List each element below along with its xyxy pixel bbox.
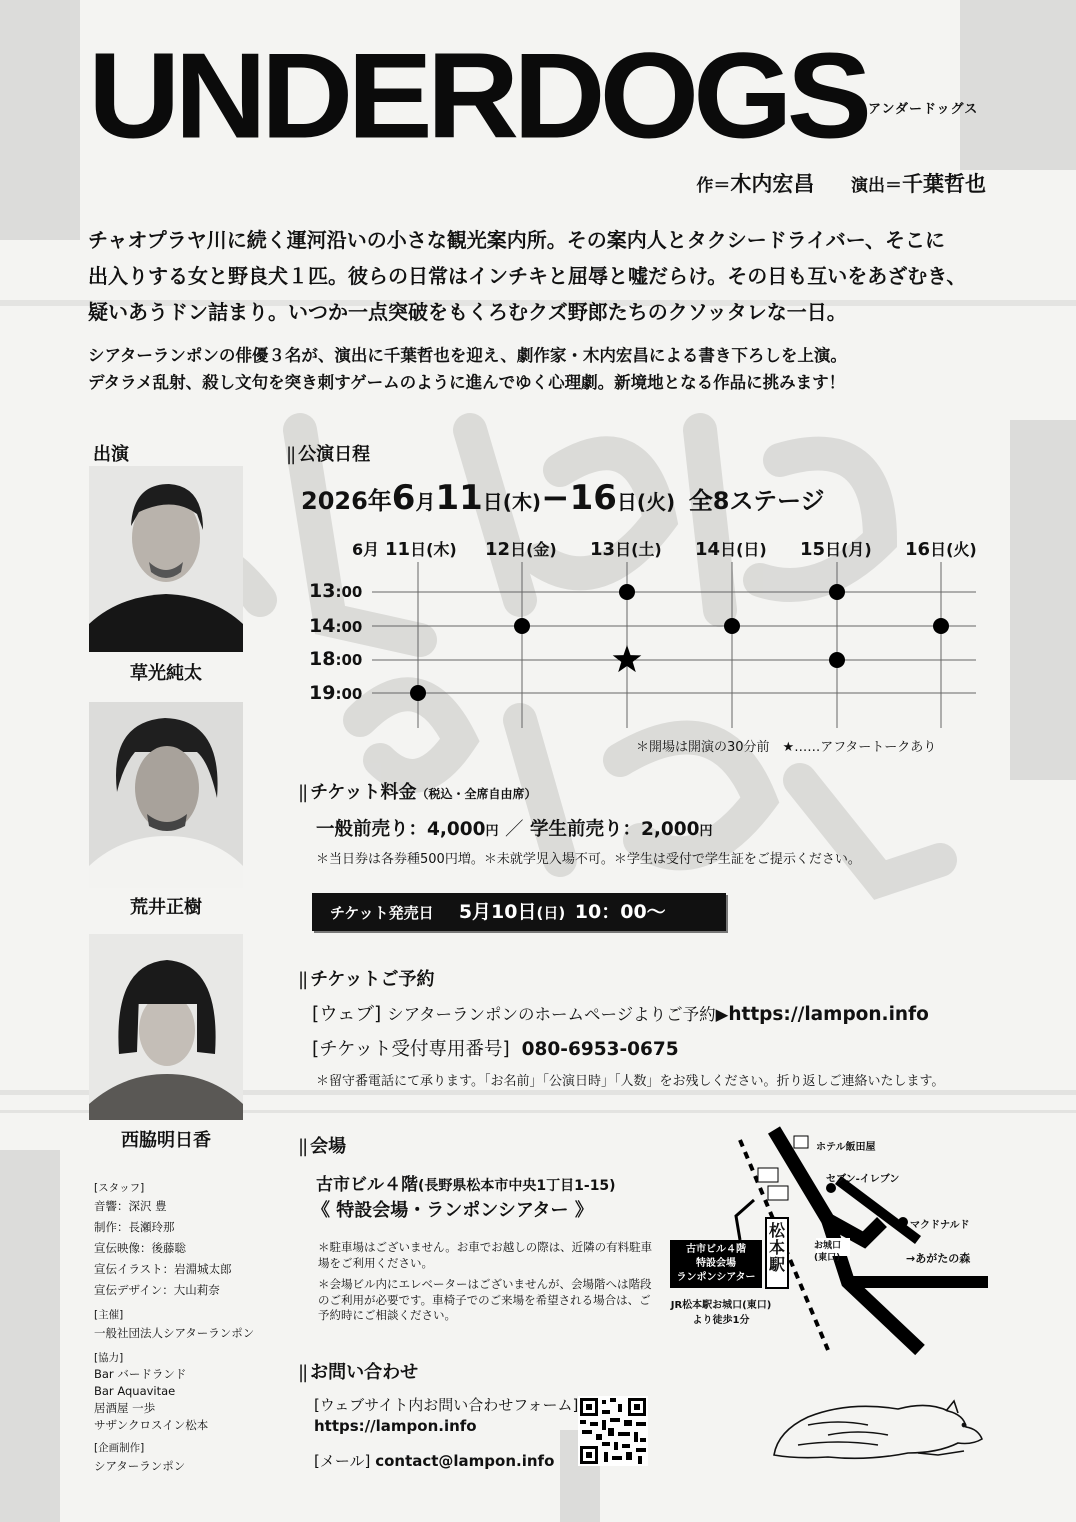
cast-label: 出演	[93, 444, 129, 465]
time-minute: :00	[335, 583, 363, 601]
yen-unit-2: 円	[699, 824, 713, 839]
schedule-grid	[0, 0, 1076, 760]
staff-item: 宣伝デザイン：大山莉奈	[94, 1283, 220, 1297]
day-num: 16	[905, 539, 931, 560]
cast-name-2: 荒井正樹	[130, 897, 202, 918]
reservation-label-text: チケットご予約	[310, 969, 435, 990]
staff-credits	[94, 1180, 254, 1477]
venue-address: (長野県松本市中央1丁目1-15)	[418, 1178, 616, 1194]
mail-tag: [メール]	[314, 1452, 371, 1470]
ticket-prices	[316, 815, 713, 841]
map-access-line: JR松本駅お城口(東口)	[670, 1300, 772, 1311]
time-hour: 19	[309, 682, 336, 704]
day-unit: 日	[720, 540, 737, 559]
cast-photo-3	[89, 934, 243, 1120]
web-text: シアターランポンのホームページよりご予約▶	[387, 1005, 729, 1024]
day-unit: 日	[510, 540, 527, 559]
plan-item: シアターランポン	[94, 1459, 186, 1473]
schedule-month: 6月	[352, 540, 380, 559]
intro-line: デタラメ乱射、殺し文句を突き刺すゲームのように進んでゆく心理劇。新境地となる作品に挑みます！	[88, 373, 846, 392]
coop-item: サザンクロスイン松本	[94, 1418, 209, 1432]
author-name: 木内宏昌	[730, 172, 815, 196]
day-unit: 日	[930, 540, 947, 559]
day-weekday: (日)	[736, 540, 767, 559]
coop-item: 居酒屋 一歩	[94, 1401, 156, 1415]
map-access-line: より徒歩1分	[692, 1315, 750, 1326]
map-exit-east: (東口)	[814, 1253, 841, 1263]
synopsis-line: 出入りする女と野良犬１匹。彼らの日常はインチキと屈辱と嘘だらけ。その日も互いをあざむき、	[88, 264, 967, 288]
inquiry-form-tag: [ウェブサイト内お問い合わせフォーム]	[314, 1396, 579, 1414]
tel-tag: [チケット受付専用番号]	[312, 1039, 510, 1060]
ticket-price-sublabel: （税込・全席自由席）	[416, 787, 537, 801]
cast-name-1: 草光純太	[130, 663, 202, 684]
synopsis-line: チャオプラヤ川に続く運河沿いの小さな観光案内所。その案内人とタクシードライバー、そこに	[88, 228, 945, 252]
period-d-unit: 日	[482, 490, 503, 514]
day-weekday: (木)	[426, 540, 457, 559]
tel-number-link[interactable]: 080-6953-0675	[521, 1039, 679, 1060]
day-num: 15	[800, 539, 826, 560]
price-separator: ／	[505, 819, 524, 840]
period-d2: 16	[569, 478, 617, 518]
ticket-note: ＊当日券は各券種500円増。＊未就学児入場不可。＊学生は受付で学生証をご提示ください。	[316, 852, 861, 867]
student-label: 学生前売り：	[529, 819, 641, 840]
day-num: 12	[485, 539, 511, 560]
director-label: 演出＝	[851, 176, 902, 196]
day-num: 11	[385, 539, 411, 560]
portrait-3	[89, 934, 243, 1120]
cast-name-3: 西脇明日香	[121, 1130, 211, 1151]
student-price: 2,000	[641, 819, 700, 840]
period-year: 2026年	[301, 487, 392, 515]
host-heading: [主催]	[94, 1309, 124, 1321]
performance-dot	[619, 584, 635, 600]
coop-item: Bar バードランド	[94, 1367, 187, 1381]
general-price: 4,000	[427, 819, 486, 840]
day-unit: 日	[410, 540, 427, 559]
host-item: 一般社団法人シアターランポン	[94, 1326, 255, 1340]
mail-link[interactable]: contact@lampon.info	[375, 1452, 555, 1470]
performance-dot	[514, 618, 530, 634]
director-name: 千葉哲也	[902, 172, 986, 196]
web-url-link[interactable]: https://lampon.info	[728, 1004, 929, 1025]
map-hotel: ホテル飯田屋	[816, 1142, 876, 1153]
performance-dot	[829, 652, 845, 668]
time-hour: 13	[309, 580, 336, 602]
staff-item: 宣伝映像：後藤聡	[94, 1241, 186, 1255]
map-venue-line: ランポンシアター	[676, 1272, 756, 1283]
reservation-label	[298, 965, 435, 991]
performance-dot	[410, 685, 426, 701]
inquiry-form-link[interactable]: https://lampon.info	[314, 1417, 477, 1435]
map-venue-line: 古市ビル４階	[686, 1244, 746, 1255]
map-venue-box	[670, 1240, 762, 1288]
show-title-kana: アンダードッグス	[868, 102, 979, 117]
coop-heading: [協力]	[94, 1352, 124, 1364]
venue-note-1: ＊駐車場はございません。お車でお越しの際は、近隣の有料駐車場をご利用ください。	[318, 1240, 653, 1270]
venue-building: 古市ビル４階	[316, 1175, 418, 1195]
plan-heading: [企画制作]	[94, 1442, 145, 1454]
period-w1: (木)	[502, 490, 542, 514]
ticket-sale-banner	[312, 893, 726, 931]
time-minute: :00	[335, 685, 363, 703]
schedule-note: ＊開場は開演の30分前 ★……アフタートークあり	[636, 740, 937, 755]
period-m1: 6	[391, 478, 416, 518]
reservation-note: ＊留守番電話にて承ります。「お名前」「公演日時」「人数」をお残しください。折り返しご連絡いたします。	[316, 1074, 945, 1089]
author-label: 作＝	[696, 176, 731, 196]
map-station: 松本駅	[768, 1221, 785, 1274]
sale-weekday: (日)	[536, 904, 566, 922]
map-exit: お城口	[814, 1241, 842, 1251]
time-hour: 18	[309, 648, 336, 670]
period-dash: −	[541, 478, 570, 518]
venue-address-line	[316, 1170, 616, 1195]
time-minute: :00	[335, 651, 363, 669]
day-num: 14	[695, 539, 721, 560]
venue-label	[298, 1132, 346, 1158]
staff-heading: [スタッフ]	[94, 1182, 145, 1194]
performance-dot	[933, 618, 949, 634]
map-mcdonalds: マクドナルド	[910, 1220, 970, 1231]
period-w2: (火)	[636, 490, 676, 514]
day-weekday: (金)	[526, 540, 557, 559]
staff-item: 制作：長瀬玲那	[94, 1220, 175, 1234]
staff-item: 音響：深沢 豊	[94, 1199, 167, 1213]
inquiry-mail-line	[314, 1450, 554, 1471]
period-m-unit: 月	[415, 490, 436, 514]
section-bar-icon: ||	[286, 444, 295, 465]
performance-dot	[724, 618, 740, 634]
venue-hall: 《 特設会場・ランポンシアター 》	[312, 1200, 593, 1221]
map-agata: →あがたの森	[906, 1252, 971, 1265]
section-bar-icon: ||	[298, 782, 307, 803]
sale-date: 5月10日	[458, 901, 537, 923]
day-weekday: (月)	[841, 540, 872, 559]
performance-dot	[829, 584, 845, 600]
time-minute: :00	[335, 618, 363, 636]
map-exit-label	[814, 1240, 841, 1264]
inquiry-label	[298, 1358, 418, 1384]
reservation-web	[312, 1000, 929, 1026]
intro-line: シアターランポンの俳優３名が、演出に千葉哲也を迎え、劇作家・木内宏昌による書き下ろしを上演。	[88, 346, 847, 365]
venue-notes	[318, 1240, 658, 1324]
day-weekday: (土)	[631, 540, 662, 559]
day-num: 13	[590, 539, 616, 560]
day-unit: 日	[615, 540, 632, 559]
general-label: 一般前売り：	[316, 819, 428, 840]
ticket-price-label	[298, 778, 537, 804]
dog-illustration	[768, 1395, 990, 1467]
day-unit: 日	[825, 540, 842, 559]
section-bar-icon: ||	[298, 1362, 307, 1383]
show-title: UNDERDOGS	[88, 28, 867, 165]
map-venue-line: 特設会場	[696, 1258, 736, 1269]
ticket-price-label-text: チケット料金	[310, 782, 417, 803]
section-bar-icon: ||	[298, 1136, 307, 1157]
period-total: 全8ステージ	[688, 487, 825, 515]
inquiry-label-text: お問い合わせ	[310, 1362, 419, 1383]
yen-unit: 円	[485, 824, 499, 839]
section-bar-icon: ||	[298, 969, 307, 990]
schedule-label-text: 公演日程	[298, 444, 371, 465]
qr-code-icon[interactable]	[578, 1396, 648, 1466]
map-seven-eleven: セブン-イレブン	[826, 1174, 900, 1185]
staff-item: 宣伝イラスト：岩淵城太郎	[94, 1262, 232, 1276]
web-tag: [ウェブ]	[312, 1004, 382, 1025]
coop-item: Bar Aquavitae	[94, 1384, 176, 1398]
sale-time: 10：00〜	[574, 901, 666, 923]
reservation-tel	[312, 1035, 679, 1061]
map-access	[666, 1298, 776, 1328]
period-d-unit-2: 日	[616, 490, 637, 514]
synopsis-line: 疑いあうドン詰まり。いつか一点突破をもくろむクズ野郎たちのクソッタレな一日。	[88, 300, 847, 324]
time-hour: 14	[309, 615, 336, 637]
venue-note-2: ＊会場ビル内にエレベーターはございませんが、会場階へは階段のご利用が必要です。車椅子でのご来場を希望される場合は、ご予約時にご相談ください。	[318, 1277, 652, 1322]
sale-label: チケット発売日	[330, 904, 434, 922]
venue-label-text: 会場	[310, 1136, 347, 1157]
period-d1: 11	[435, 478, 483, 518]
day-weekday: (火)	[946, 540, 977, 559]
